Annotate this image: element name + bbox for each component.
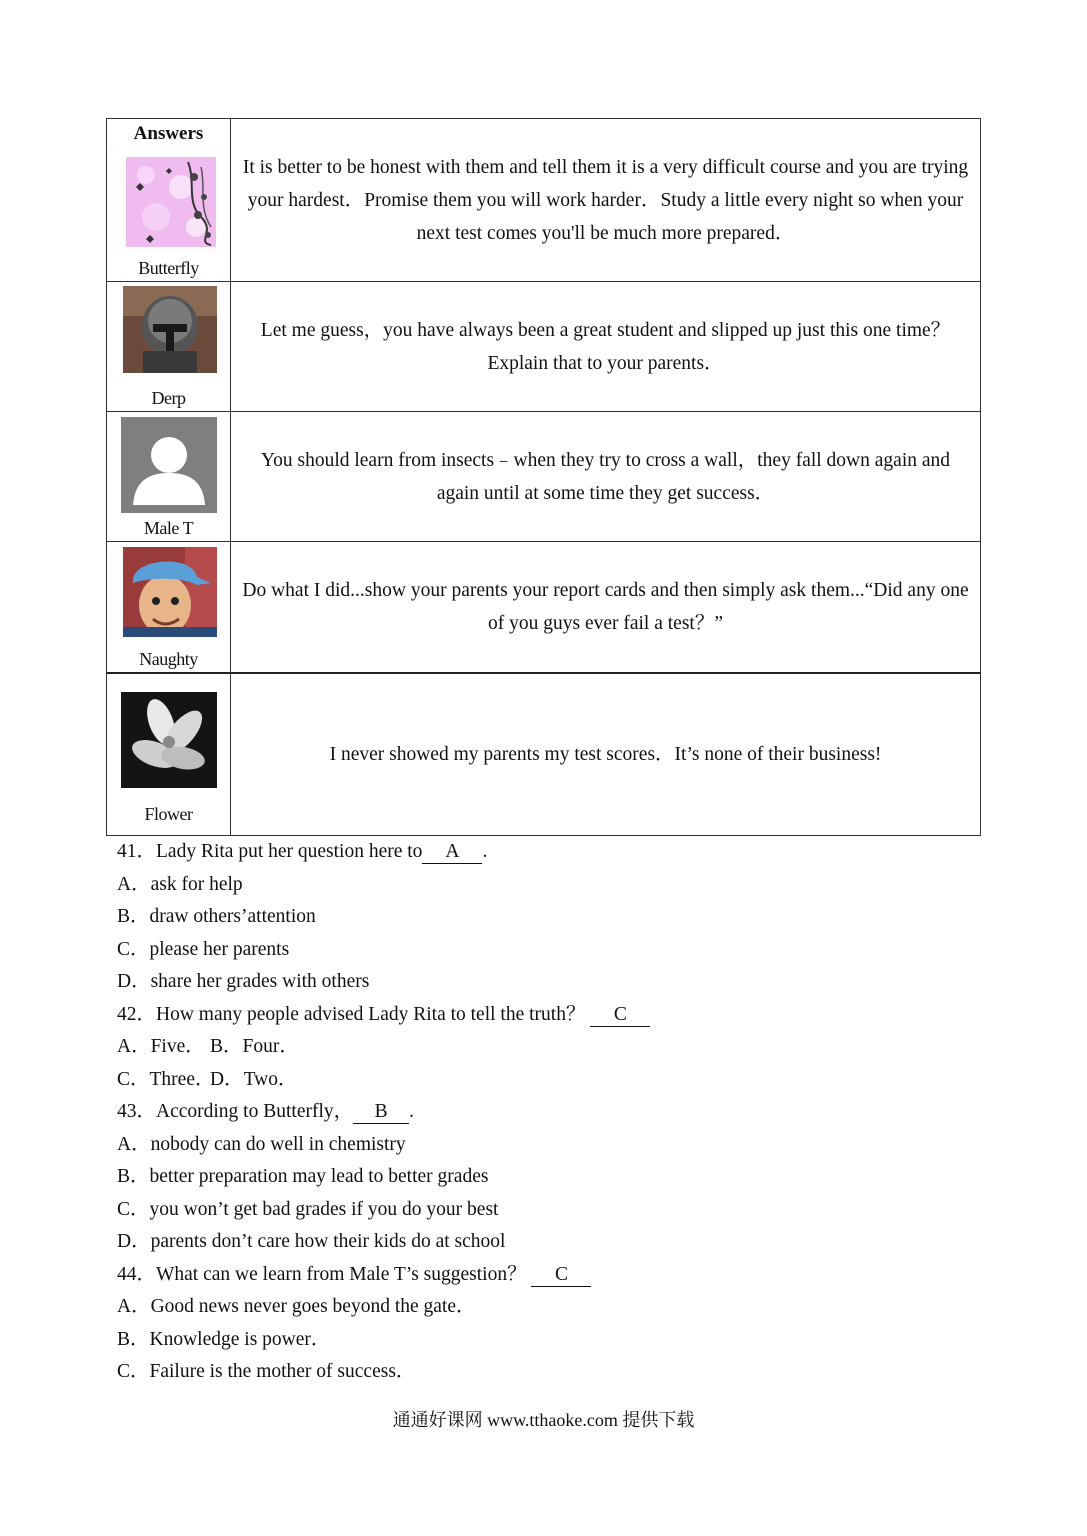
question-44 bbox=[117, 1259, 967, 1292]
user-cell bbox=[107, 542, 231, 672]
question-stem: 44．What can we learn from Male T’s suggestion？ bbox=[117, 1263, 527, 1285]
option: D．share her grades with others bbox=[117, 971, 370, 992]
option-pair bbox=[117, 1064, 967, 1097]
answer-text: It is better to be honest with them and tell them it is a very difficult course and you are trying your hardest．Promise them you will work harder．Study a little every night so when your next test comes you'll be much more prepared． bbox=[231, 119, 981, 281]
butterfly-avatar bbox=[126, 157, 216, 247]
user-cell bbox=[107, 119, 231, 281]
answer-row-butterfly bbox=[107, 119, 981, 282]
question-stem: 41．Lady Rita put her question here to bbox=[117, 841, 423, 862]
option: B．better preparation may lead to better grades bbox=[117, 1166, 489, 1187]
option: C．Three． bbox=[117, 1068, 215, 1090]
username: Naughty bbox=[139, 649, 198, 669]
question-stem: 43．According to Butterfly， bbox=[117, 1101, 354, 1122]
question-end: . bbox=[482, 841, 488, 862]
answer-text: You should learn from insects﹣when they try to cross a wall，they fall down again and again until at some time they get success． bbox=[231, 412, 981, 541]
username: Male T bbox=[143, 518, 194, 538]
question-end: . bbox=[409, 1101, 414, 1122]
question-43 bbox=[117, 1096, 967, 1129]
questions bbox=[117, 836, 967, 1389]
option: A．Five． bbox=[117, 1036, 205, 1057]
option: D．parents don’t care how their kids do at school bbox=[117, 1231, 506, 1252]
option-pair bbox=[117, 1031, 967, 1064]
option: A．ask for help bbox=[117, 873, 243, 895]
option: B．draw others’attention bbox=[117, 906, 316, 927]
option: A．Good news never goes beyond the gate． bbox=[117, 1296, 476, 1317]
username: Flower bbox=[144, 804, 193, 824]
option: C．please her parents bbox=[117, 938, 290, 960]
answer-text: Do what I did...show your parents your report cards and then simply ask them...“Did any one of you guys ever fail a test？” bbox=[231, 542, 981, 672]
default-user-icon bbox=[121, 417, 217, 513]
flower-avatar bbox=[121, 692, 217, 788]
user-cell bbox=[107, 412, 231, 541]
derp-avatar bbox=[123, 286, 217, 373]
answers-heading: Answers bbox=[133, 123, 204, 144]
question-42 bbox=[117, 999, 967, 1032]
answer-blank: A bbox=[422, 841, 482, 864]
username: Derp bbox=[151, 388, 186, 408]
answer-blank: C bbox=[590, 1004, 650, 1027]
page-footer: 通通好课网 www.tthaoke.com 提供下载 bbox=[392, 1410, 695, 1430]
question-stem: 42．How many people advised Lady Rita to tell the truth？ bbox=[117, 1003, 586, 1025]
option: B．Knowledge is power． bbox=[117, 1328, 331, 1350]
answer-row-flower bbox=[107, 674, 981, 836]
option: C．you won’t get bad grades if you do your best bbox=[117, 1198, 499, 1220]
answer-text: I never showed my parents my test scores．It’s none of their business! bbox=[231, 674, 981, 835]
username: Butterfly bbox=[138, 258, 199, 278]
answer-text: Let me guess，you have always been a great student and slipped up just this one time？Explain that to your parents． bbox=[231, 282, 981, 411]
answers-table bbox=[106, 118, 981, 836]
naughty-avatar bbox=[123, 547, 217, 637]
option: B．Four． bbox=[210, 1036, 299, 1057]
answer-blank: B bbox=[353, 1101, 409, 1124]
answer-blank: C bbox=[531, 1264, 591, 1287]
question-41 bbox=[117, 836, 967, 869]
answer-row-derp bbox=[107, 282, 981, 412]
option: C．Failure is the mother of success． bbox=[117, 1361, 416, 1382]
answer-row-naughty bbox=[107, 542, 981, 674]
answer-row-male-t bbox=[107, 412, 981, 542]
option: A．nobody can do well in chemistry bbox=[117, 1133, 406, 1155]
user-cell bbox=[107, 282, 231, 411]
option: D．Two． bbox=[210, 1068, 298, 1090]
user-cell bbox=[107, 674, 231, 835]
